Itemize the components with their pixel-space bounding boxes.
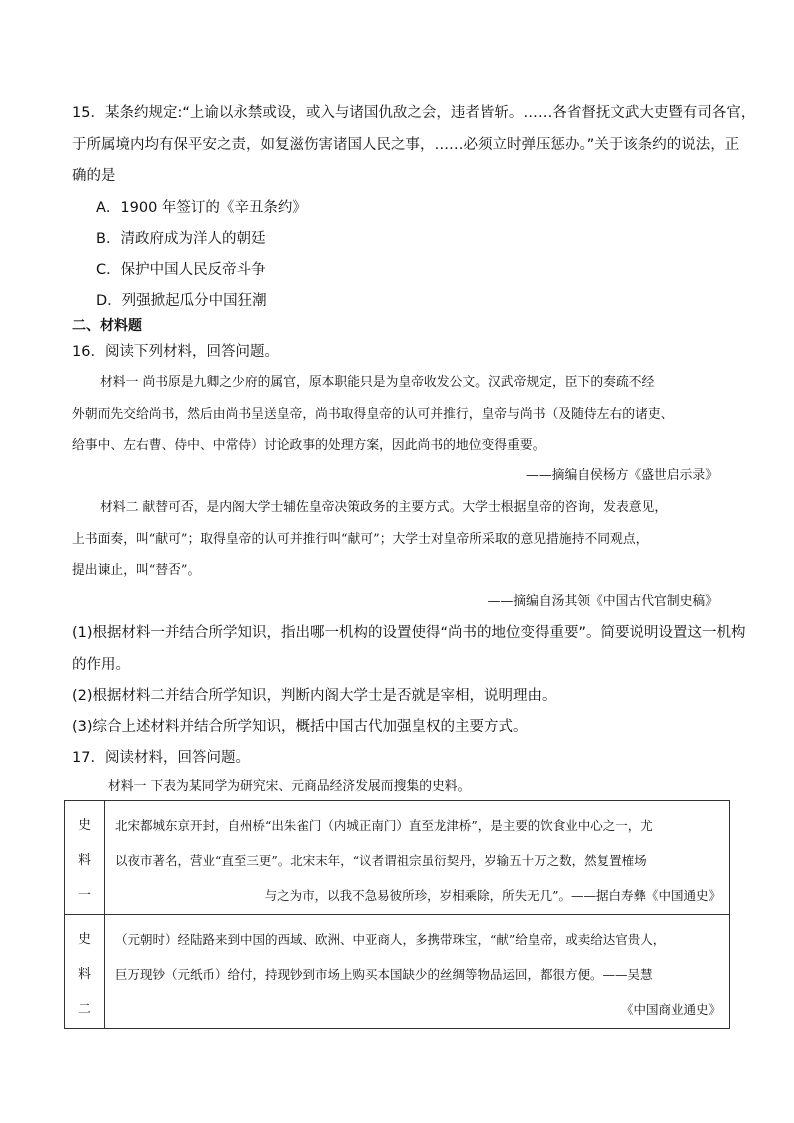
q15-stem-line-1: 15．某条约规定:“上谕以永禁或设，或入与诸国仇敌之会，违者皆斩。……各省督抚文武大吏暨有司各官，	[72, 105, 756, 121]
table-row	[65, 915, 730, 1029]
section-heading: 二、材料题	[72, 318, 142, 334]
q16-material-2-line-2: 上书面奏，叫“献可”；取得皇帝的认可并推行叫“献可”；大学士对皇帝所采取的意见措施持不同观点，	[72, 532, 649, 547]
table-cell-line: 巨万现钞（元纸币）给付，持现钞到市场上购买本国缺少的丝绸等物品运回，都很方便。——吴慧	[115, 967, 653, 982]
row-header-char: 一	[78, 888, 91, 903]
q16-question-1-line-2: 的作用。	[72, 657, 130, 673]
q16-material-1-line-1: 材料一 尚书原是九卿之少府的属官，原本职能只是为皇帝收发公文。汉武帝规定，臣下的奏疏不经	[100, 375, 655, 390]
row-header-char: 史	[78, 818, 91, 833]
table-row	[65, 801, 730, 915]
row-header-char: 二	[78, 1002, 91, 1017]
q15-option-a: A．1900 年签订的《辛丑条约》	[96, 200, 307, 216]
row-header-char: 史	[78, 932, 91, 947]
row-header-char: 料	[78, 967, 91, 982]
q16-question-1-line-1: (1)根据材料一并结合所学知识，指出哪一机构的设置使得“尚书的地位变得重要”。简要说明设置这一机构	[72, 625, 746, 641]
source-table	[64, 800, 730, 1029]
q15-option-c: C．保护中国人民反帝斗争	[96, 262, 266, 278]
q15-stem-line-2: 于所属境内均有保平安之责，如复滋伤害诸国人民之事，……必须立时弹压惩办。”关于该条约的说法，正	[72, 137, 740, 153]
q17-material-intro: 材料一 下表为某同学为研究宋、元商品经济发展而搜集的史料。	[108, 779, 471, 794]
q15-option-b: B．清政府成为洋人的朝廷	[96, 231, 266, 247]
q16-question-3: (3)综合上述材料并结合所学知识，概括中国古代加强皇权的主要方式。	[72, 719, 528, 735]
table-cell-line: 北宋都城东京开封，自州桥“出朱雀门（内城正南门）直至龙津桥”，是主要的饮食业中心之一，尤	[115, 818, 653, 833]
table-row-content	[105, 801, 730, 915]
q16-stem: 16．阅读下列材料，回答问题。	[72, 344, 279, 360]
q16-material-2-line-3: 提出谏止，叫“替否”。	[72, 563, 201, 578]
table-row-header	[65, 801, 105, 915]
q17-stem: 17．阅读材料，回答问题。	[72, 750, 250, 766]
table-cell-line: 与之为市，以我不急易彼所珍，岁相乘除，所失无几”。——据白寿彝《中国通史》	[264, 888, 721, 903]
row-header-char: 料	[78, 853, 91, 868]
table-row-header	[65, 915, 105, 1029]
table-cell-line: （元朝时）经陆路来到中国的西域、欧洲、中亚商人，多携带珠宝，“献”给皇帝，或卖给达官贵人，	[115, 932, 666, 947]
q15-stem-line-3: 确的是	[72, 168, 116, 184]
q15-option-d: D．列强掀起瓜分中国狂潮	[96, 293, 267, 309]
table-row-content	[105, 915, 730, 1029]
table-cell-line: 以夜市著名，营业“直至三更”。北宋末年，“议者谓祖宗虽衍契丹，岁输五十万之数，然复置榷场	[115, 853, 647, 868]
q16-material-1-source: ——摘编自侯杨方《盛世启示录》	[526, 468, 718, 483]
q16-material-2-source: ——摘编自汤其领《中国古代官制史稿》	[487, 594, 718, 609]
q16-question-2: (2)根据材料二并结合所学知识，判断内阁大学士是否就是宰相，说明理由。	[72, 688, 557, 704]
q16-material-1-line-2: 外朝而先交给尚书，然后由尚书呈送皇帝，尚书取得皇帝的认可并推行，皇帝与尚书（及随侍左右的诸吏、	[72, 407, 674, 422]
q16-material-2-line-1: 材料二 献替可否，是内阁大学士辅佐皇帝决策政务的主要方式。大学士根据皇帝的咨询，发表意见，	[100, 500, 668, 515]
q16-material-1-line-3: 给事中、左右曹、侍中、中常侍）讨论政事的处理方案，因此尚书的地位变得重要。	[72, 438, 546, 453]
table-cell-line: 《中国商业通史》	[620, 1002, 721, 1017]
